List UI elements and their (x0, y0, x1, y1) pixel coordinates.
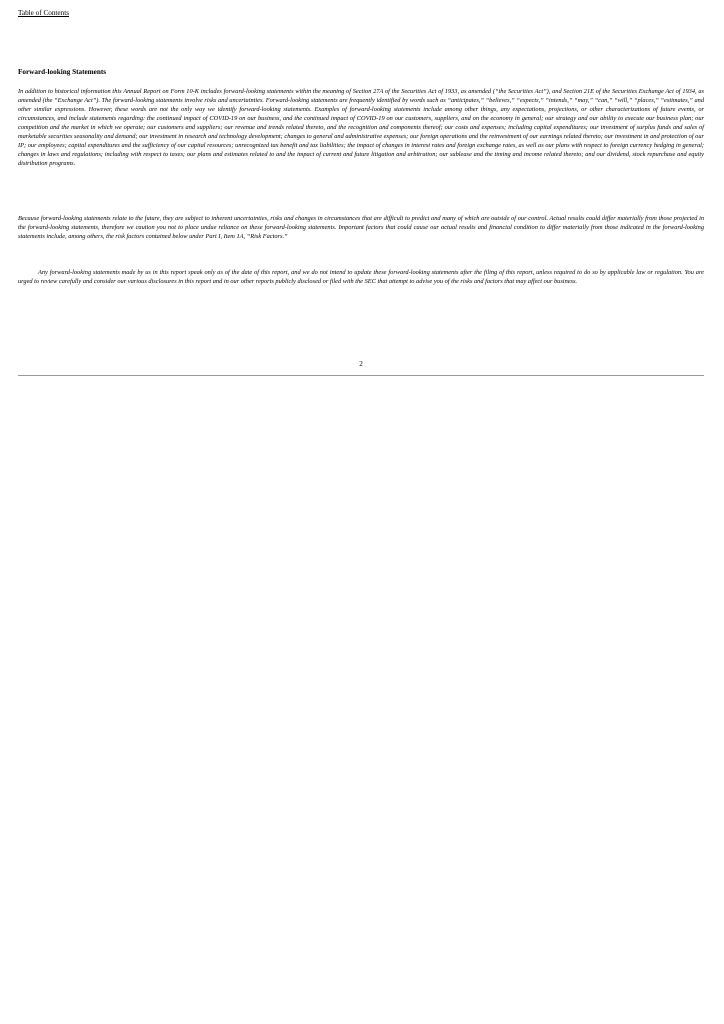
paragraph-no-update: Any forward-looking statements made by us in this report speak only as of the date of this report, and we do not intend to update these forward-looking statements after the filing of this report, unless required to do so by applicable law or regulation. You are urged to review carefully and consider our various disclosures in this report and in our other reports publicly disclosed or filed with the SEC that attempt to advise you of the risks and factors that may affect our business. (18, 269, 704, 285)
page-divider (18, 375, 704, 376)
paragraph-uncertainties: Because forward-looking statements relate to the future, they are subject to inherent uncertainties, risks and changes in circumstances that are difficult to predict and many of which are outside of our control. Actual results could differ materially from those projected in the forward-looking statements, therefore we caution you not to place undue reliance on these forward-looking statements. Important factors that could cause our actual results and financial condition to differ materially from those indicated in the forward-looking statements include, among others, the risk factors contained below under Part I, Item 1A, “Risk Factors.” (18, 215, 704, 240)
section-heading: Forward-looking Statements (18, 68, 107, 76)
page-number: 2 (359, 360, 363, 368)
table-of-contents-link[interactable]: Table of Contents (18, 9, 69, 17)
paragraph-forward-looking-intro: In addition to historical information this Annual Report on Form 10-K includes forward-looking statements within the meaning of Section 27A of the Securities Act of 1933, as amended (“the Securities Act”), and Section 21E of the Securities Exchange Act of 1934, as amended (the “Exchange Act”). The forward-looking statements involve risks and uncertainties. Forward-looking statements are frequently identified by words such as “anticipates,” “believes,” “expects,” “intends,” “may,” “can,” “will,” “places,” “estimates,” and other similar expressions. However, these words are not the only way we identify forward-looking statements. Examples of forward-looking statements include among other things, any expectations, projections, or other characterizations of future events, or circumstances, and include statements regarding: the continued impact of COVID-19 on our business, and the continued impact of COVID-19 on our customers, suppliers, and on the economy in general; our strategy and our ability to execute our business plan; our competition and the market in which we operate; our customers and suppliers; our revenue and trends related thereto, and the recognition and components thereof; our costs and expenses; including capital expenditures; our investment of surplus funds and sales of marketable securities seasonality and demand; our investment in research and technology development; changes to general and administrative expenses; our foreign operations and the reinvestment of our earnings related thereto; our investment in and protection of our IP; our employees; capital expenditures and the sufficiency of our capital resources; unrecognized tax benefit and tax liabilities; the impact of changes in interest rates and foreign exchange rates, as well as our plans with respect to foreign currency hedging in general; changes in laws and regulations; including with respect to taxes; our plans and estimates related to and the impact of current and future litigation and arbitration; our sublease and the timing and income related thereto; and our dividend, stock repurchase and equity distribution programs. (18, 88, 704, 167)
